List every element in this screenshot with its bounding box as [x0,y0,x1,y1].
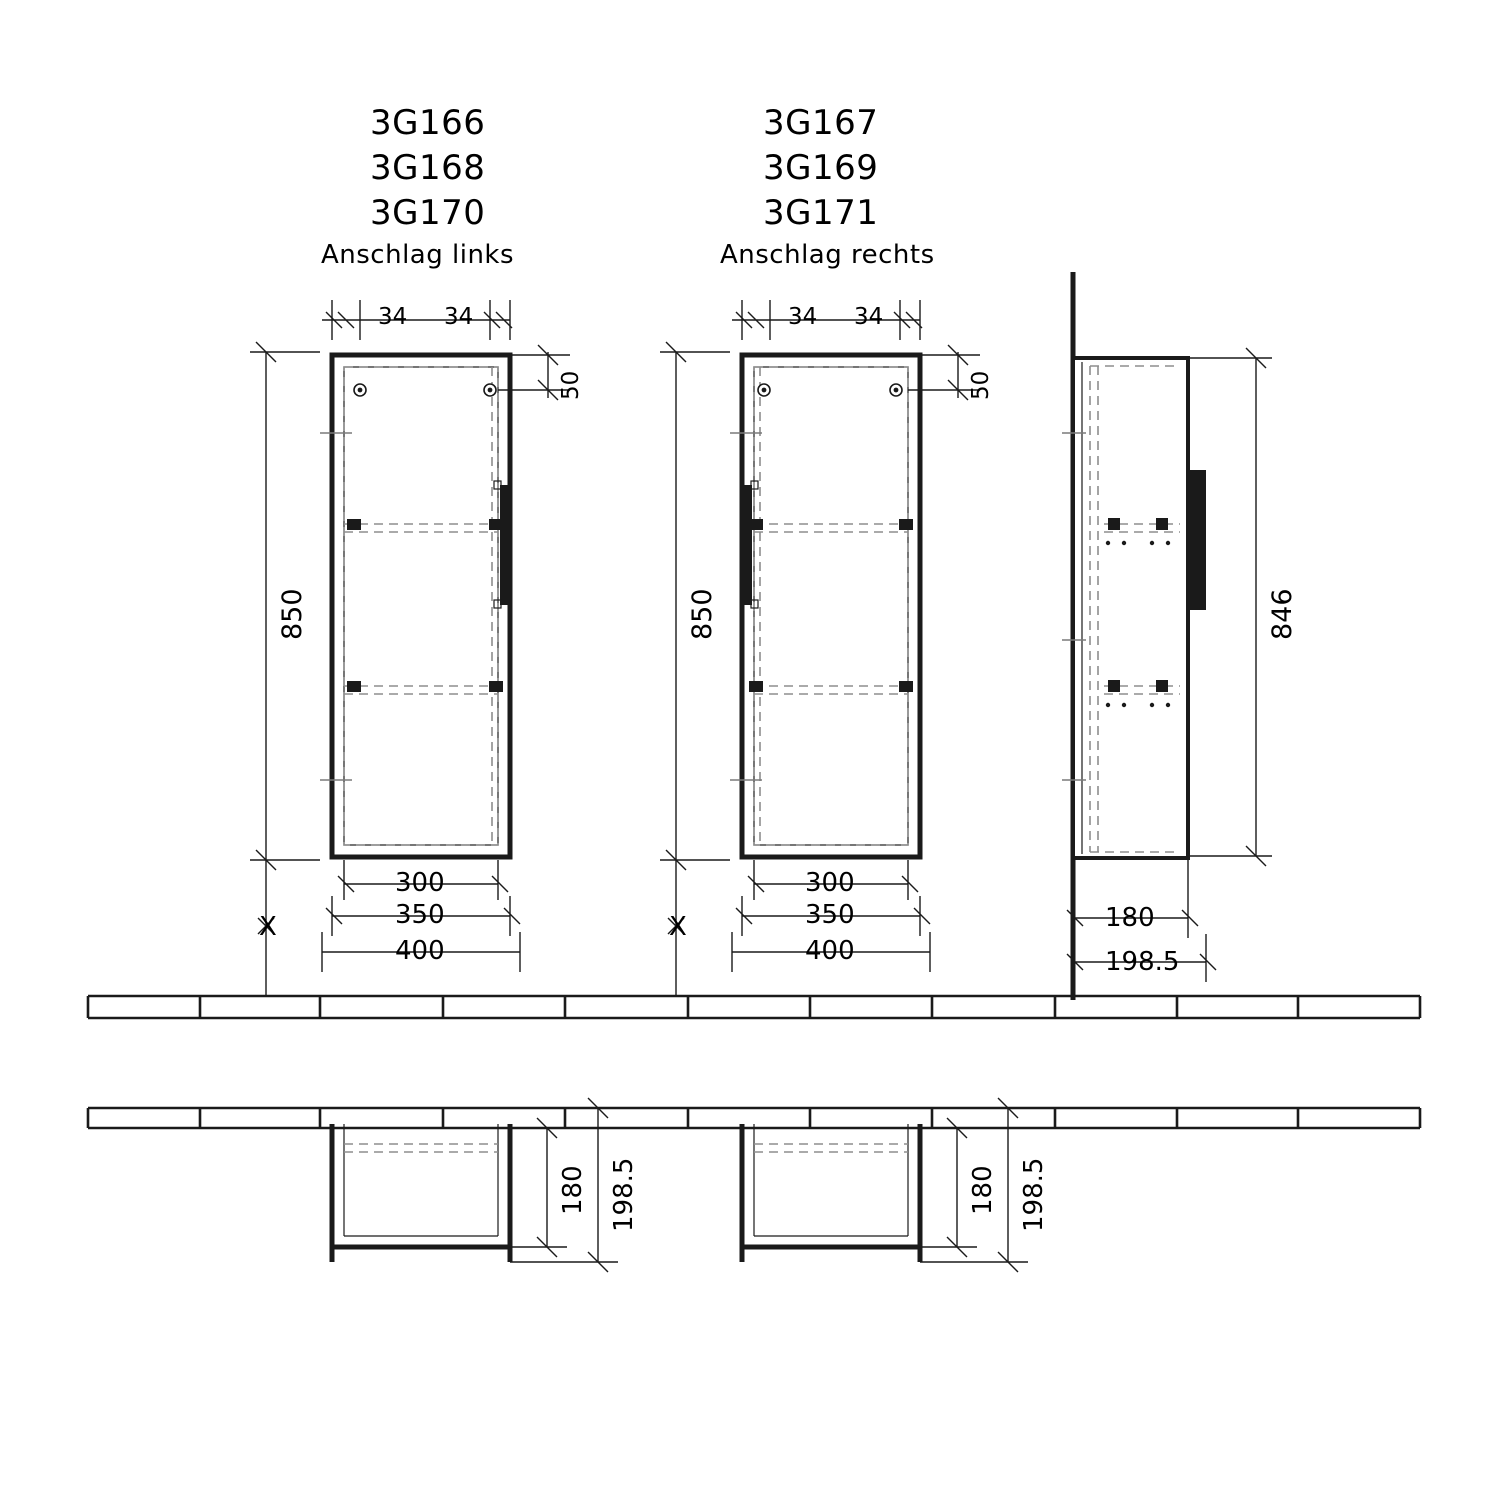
dim-plan-right-180: 180 [968,1165,998,1215]
title-code-3g170: 3G170 [370,193,486,233]
dim-right-50: 50 [968,370,994,400]
dim-left-300: 300 [395,868,445,898]
dim-plan-left-180: 180 [558,1165,588,1215]
dim-left-50: 50 [558,370,584,400]
plan-right-hidden-lines [754,1144,908,1152]
title-code-3g169: 3G169 [763,148,879,188]
side-view-handle [1190,470,1206,610]
dim-left-400: 400 [395,936,445,966]
dim-right-34-a: 34 [788,304,818,330]
dim-right-350: 350 [805,900,855,930]
title-code-3g166: 3G166 [370,103,486,143]
dim-side-846: 846 [1267,588,1298,640]
dim-right-850: 850 [687,588,718,640]
title-code-3g171: 3G171 [763,193,879,233]
title-code-3g167: 3G167 [763,103,879,143]
dim-right-400: 400 [805,936,855,966]
section-band-upper [88,996,1420,1018]
hinge-note-left: Anschlag links [321,240,515,270]
dim-plan-right-198-5: 198.5 [1019,1157,1049,1232]
dim-left-850: 850 [277,588,308,640]
dim-right-300: 300 [805,868,855,898]
hinge-note-right: Anschlag rechts [720,240,935,270]
dim-left-350: 350 [395,900,445,930]
front-right-cabinet-body [742,355,920,857]
plan-left-hidden-lines [344,1144,498,1152]
dim-left-34-b: 34 [444,304,474,330]
dim-right-x-marker: X [669,912,687,942]
dim-side-198-5: 198.5 [1105,947,1180,977]
front-left-cabinet-body [332,355,510,857]
dim-left-34-a: 34 [378,304,408,330]
title-code-3g168: 3G168 [370,148,486,188]
dim-left-x-marker: X [259,912,277,942]
dim-side-180: 180 [1105,903,1155,933]
dim-plan-left-198-5: 198.5 [609,1157,639,1232]
dim-right-34-b: 34 [854,304,884,330]
